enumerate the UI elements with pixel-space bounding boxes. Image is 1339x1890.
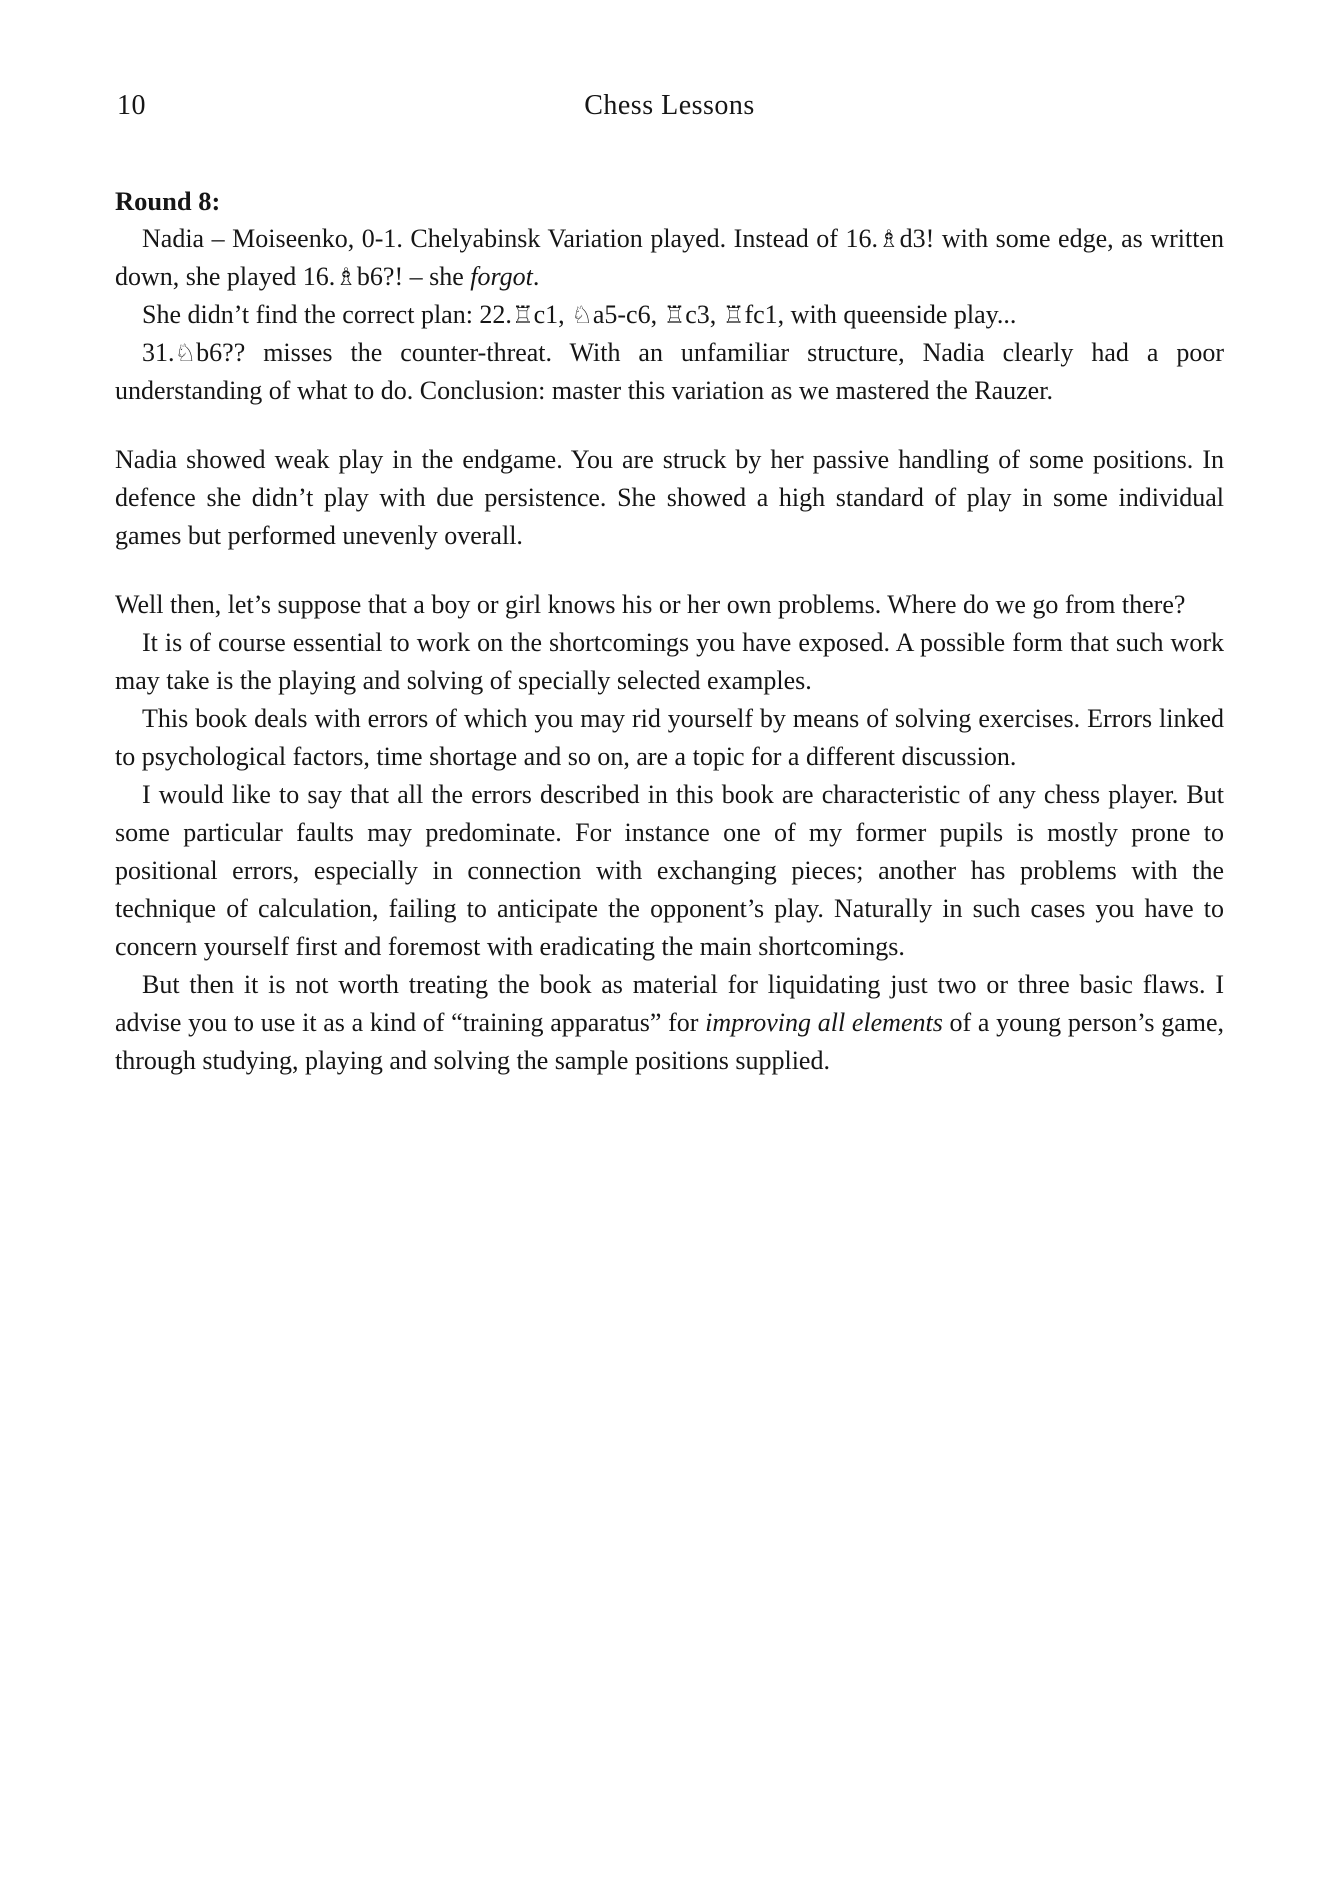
text-run: This book deals with errors of which you may rid yourself by means of solving exercises. Errors linked to psychological factors, time shortage and so on, are a topic for a different discussion. — [115, 704, 1224, 771]
white-bishop-icon: ♗ — [335, 263, 357, 291]
section-heading: Round 8: — [115, 186, 221, 216]
text-run: 31. — [142, 338, 175, 367]
paragraph-characteristic-errors — [115, 776, 1224, 966]
text-run: She didn’t find the correct plan: 22. — [142, 300, 512, 329]
paragraph-correct-plan — [115, 296, 1224, 334]
white-rook-icon: ♖ — [663, 301, 686, 329]
page-number: 10 — [117, 90, 146, 121]
white-rook-icon: ♖ — [511, 301, 534, 329]
text-run: Nadia – Moiseenko, 0-1. Chelyabinsk Variation played. Instead of 16. — [142, 224, 878, 253]
white-bishop-icon: ♗ — [877, 225, 900, 253]
white-knight-icon: ♘ — [571, 301, 593, 329]
paragraph-round8-game — [115, 220, 1224, 296]
text-run: d3! with some edge, as written down, she played 16. — [115, 224, 1224, 291]
text-run: I would like to say that all the errors described in this book are characteristic of any chess player. But some particular faults may predominate. For instance one of my former pupils is mostly prone to positional errors, especially in connection with exchanging pieces; another has problems with the technique of calculation, failing to anticipate the opponent’s play. Naturally in such cases you have to concern yourself first and foremost with eradicating the main shortcomings. — [115, 780, 1224, 961]
text-run: a5-c6, — [592, 300, 664, 329]
text-run: Well then, let’s suppose that a boy or girl knows his or her own problems. Where do we go from there? — [115, 590, 1186, 619]
paragraph-where-do-we-go — [115, 586, 1224, 624]
text-run: Nadia showed weak play in the endgame. You are struck by her passive handling of some positions. In defence she didn’t play with due persistence. She showed a high standard of play in some individual games but performed unevenly overall. — [115, 445, 1224, 550]
text-run: of a young person’s game, through studying, playing and solving the sample positions supplied. — [115, 1008, 1224, 1075]
text-run: c3, — [685, 300, 723, 329]
running-header — [115, 88, 1224, 126]
text-run: b6?? misses the counter-threat. With an unfamiliar structure, Nadia clearly had a poor understanding of what to do. Conclusion: master this variation as we mastered the Rauzer. — [115, 338, 1224, 405]
paragraph-book-deals-errors — [115, 700, 1224, 776]
page-body — [115, 182, 1224, 1080]
white-rook-icon: ♖ — [722, 301, 745, 329]
paragraph-counter-threat — [115, 334, 1224, 410]
white-knight-icon: ♘ — [174, 339, 197, 367]
paragraphs-container — [115, 220, 1224, 1080]
text-run: fc1, with queenside play... — [744, 300, 1017, 329]
text-run: c1, — [533, 300, 572, 329]
italic-text-run: forgot — [470, 262, 533, 291]
running-title: Chess Lessons — [584, 90, 755, 121]
paragraph-nadia-assessment — [115, 441, 1224, 555]
italic-text-run: improving all elements — [705, 1008, 943, 1037]
text-run: But then it is not worth treating the book as material for liquidating just two or three basic flaws. I advise you to use it as a kind of “training apparatus” for — [115, 970, 1224, 1037]
text-run: It is of course essential to work on the shortcomings you have exposed. A possible form that such work may take is the playing and solving of specially selected examples. — [115, 628, 1224, 695]
paragraph-essential-work — [115, 624, 1224, 700]
text-run: . — [532, 262, 540, 291]
paragraph-training-apparatus — [115, 966, 1224, 1080]
text-run: b6?! – she — [356, 262, 471, 291]
